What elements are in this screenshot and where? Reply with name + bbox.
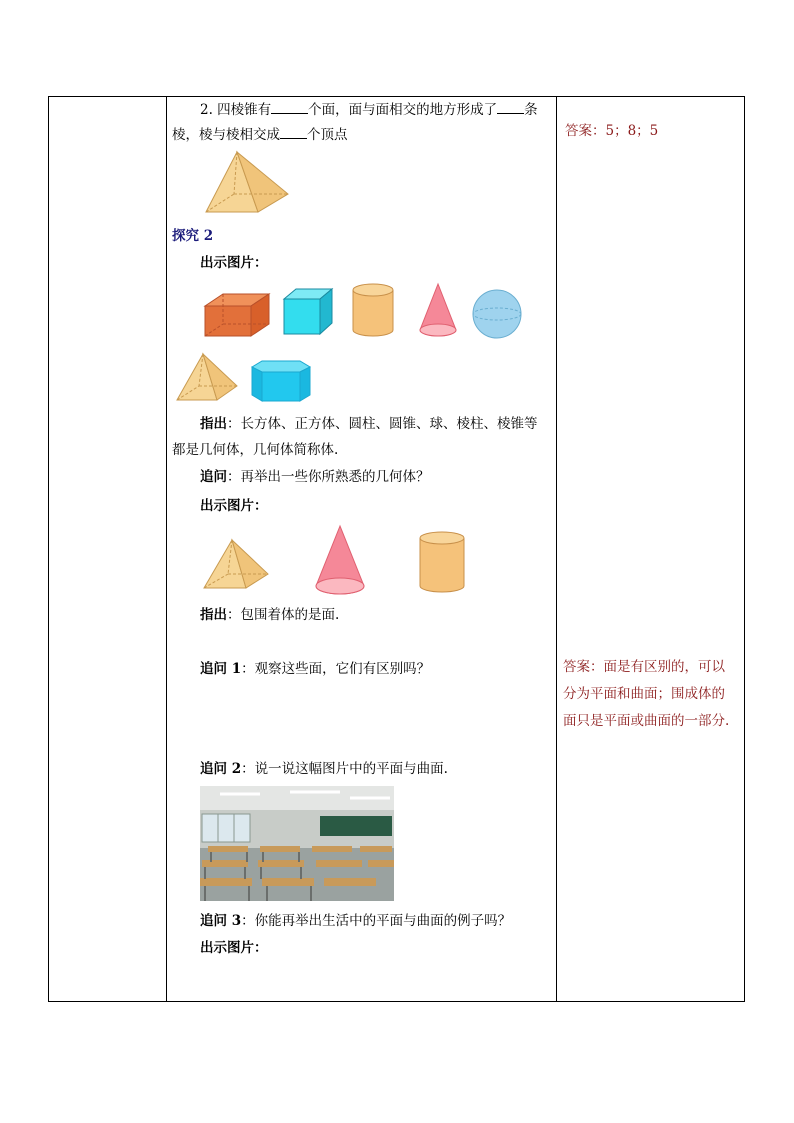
answer-blank <box>271 99 308 114</box>
pyramid-figure <box>202 538 272 592</box>
explore-heading: 探究 2 <box>172 228 214 244</box>
cylinder-figure <box>351 282 395 338</box>
follow-up-question-3: 追问 3：你能再举出生活中的平面与曲面的例子吗？ <box>200 913 512 929</box>
cone-figure <box>416 282 460 338</box>
cuboid-figure <box>203 292 271 338</box>
column-divider-2 <box>556 97 557 1001</box>
follow-up-question-2: 追问 2：说一说这幅图片中的平面与曲面. <box>200 761 448 777</box>
cylinder-figure <box>418 530 466 594</box>
column-divider-1 <box>166 97 167 1001</box>
answer-blank <box>280 124 307 139</box>
hexagonal-prism-figure <box>250 359 312 403</box>
cone-figure <box>312 524 368 596</box>
follow-up-question: 追问：再举出一些你所熟悉的几何体？ <box>200 469 430 485</box>
pyramid-figure <box>175 352 241 404</box>
show-picture-label: 出示图片： <box>200 255 268 271</box>
classroom-photo <box>200 786 394 901</box>
follow-up-question-1: 追问 1：观察这些面，它们有区别吗？ <box>200 661 431 677</box>
point-out-line-2: 都是几何体，几何体简称体. <box>172 442 339 458</box>
show-picture-label: 出示图片： <box>200 498 268 514</box>
answer-2-line: 面只是平面或曲面的一部分. <box>563 713 730 729</box>
answer-2-line: 分为平面和曲面；围成体的 <box>563 686 725 702</box>
question-2-line-1: 2. 四棱锥有 个面，面与面相交的地方形成了 条 <box>200 99 538 120</box>
point-out-faces: 指出：包围着体的是面. <box>200 607 340 623</box>
answer-1: 答案：5；8；5 <box>565 123 659 139</box>
answer-2-line: 答案：面是有区别的，可以 <box>563 659 725 675</box>
lesson-table <box>48 96 745 1002</box>
answer-2 <box>563 654 729 735</box>
answer-blank <box>497 99 524 114</box>
cube-figure <box>282 287 334 337</box>
question-2-line-2: 棱，棱与棱相交成 个顶点 <box>172 124 348 145</box>
point-out-line-1: 指出：长方体、正方体、圆柱、圆锥、球、棱柱、棱锥等 <box>200 416 538 432</box>
sphere-figure <box>471 289 525 341</box>
pyramid-figure <box>202 150 292 216</box>
show-picture-label: 出示图片： <box>200 940 268 956</box>
